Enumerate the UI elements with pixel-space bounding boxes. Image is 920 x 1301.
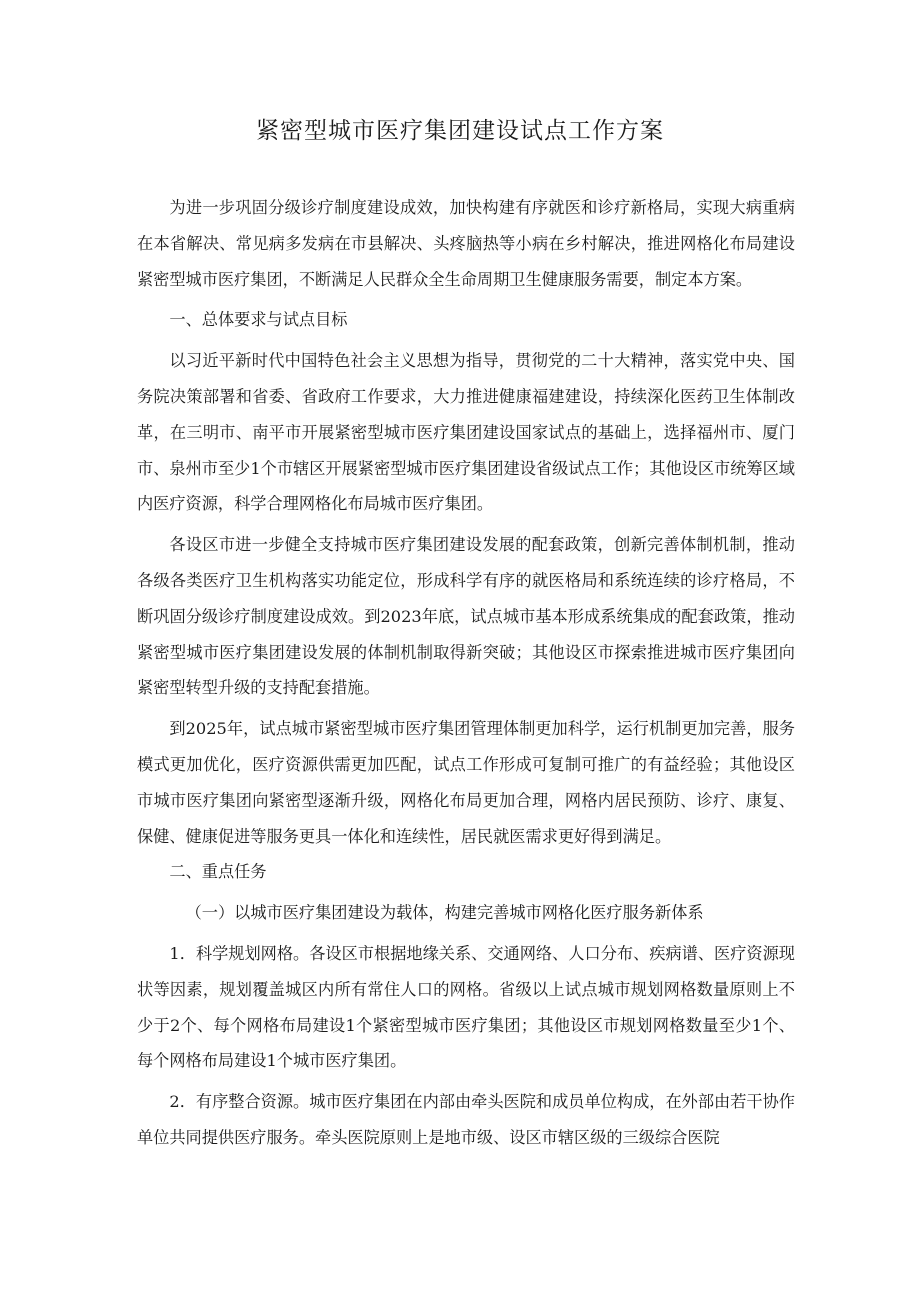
intro-paragraph: 为进一步巩固分级诊疗制度建设成效，加快构建有序就医和诊疗新格局，实现大病重病在本省解决、常见病多发病在市县解决、头疼脑热等小病在乡村解决，推进网格化布局建设紧密型城市医疗集团，不断满足人民群众全生命周期卫生健康服务需要，制定本方案。 — [137, 198, 795, 289]
section-1-paragraph-2: 各设区市进一步健全支持城市医疗集团建设发展的配套政策，创新完善体制机制，推动各级各类医疗卫生机构落实功能定位，形成科学有序的就医格局和系统连续的诊疗格局，不断巩固分级诊疗制度建设成效。到2023年底，试点城市基本形成系统集成的配套政策，推动紧密型城市医疗集团建设发展的体制机制取得新突破；其他设区市探索推进城市医疗集团向紧密型转型升级的支持配套措施。 — [137, 535, 795, 698]
document-title: 紧密型城市医疗集团建设试点工作方案 — [256, 118, 664, 144]
section-1-paragraph-1: 以习近平新时代中国特色社会主义思想为指导，贯彻党的二十大精神，落实党中央、国务院决策部署和省委、省政府工作要求，大力推进健康福建建设，持续深化医药卫生体制改革，在三明市、南平市开展紧密型城市医疗集团建设国家试点的基础上，选择福州市、厦门市、泉州市至少1个市辖区开展紧密型城市医疗集团建设省级试点工作；其他设区市统筹区域内医疗资源，科学合理网格化布局城市医疗集团。 — [137, 351, 795, 514]
section-1-heading: 一、总体要求与试点目标 — [169, 310, 348, 330]
task-item-2: 2．有序整合资源。城市医疗集团在内部由牵头医院和成员单位构成，在外部由若干协作单位共同提供医疗服务。牵头医院原则上是地市级、设区市辖区级的三级综合医院 — [137, 1092, 795, 1147]
section-1-paragraph-3: 到2025年，试点城市紧密型城市医疗集团管理体制更加科学，运行机制更加完善，服务模式更加优化，医疗资源供需更加匹配，试点工作形成可复制可推广的有益经验；其他设区市城市医疗集团向紧密型逐渐升级，网格化布局更加合理，网格内居民预防、诊疗、康复、保健、健康促进等服务更具一体化和连续性，居民就医需求更好得到满足。 — [137, 719, 795, 846]
document-body — [137, 190, 795, 1156]
section-2-heading: 二、重点任务 — [169, 862, 267, 882]
task-item-1: 1．科学规划网格。各设区市根据地缘关系、交通网络、人口分布、疾病谱、医疗资源现状等因素，规划覆盖城区内所有常住人口的网格。省级以上试点城市规划网格数量原则上不少于2个、每个网格布局建设1个紧密型城市医疗集团；其他设区市规划网格数量至少1个、每个网格布局建设1个城市医疗集团。 — [137, 943, 795, 1071]
section-2-subheading-1: （一）以城市医疗集团建设为载体，构建完善城市网格化医疗服务新体系 — [185, 903, 704, 923]
